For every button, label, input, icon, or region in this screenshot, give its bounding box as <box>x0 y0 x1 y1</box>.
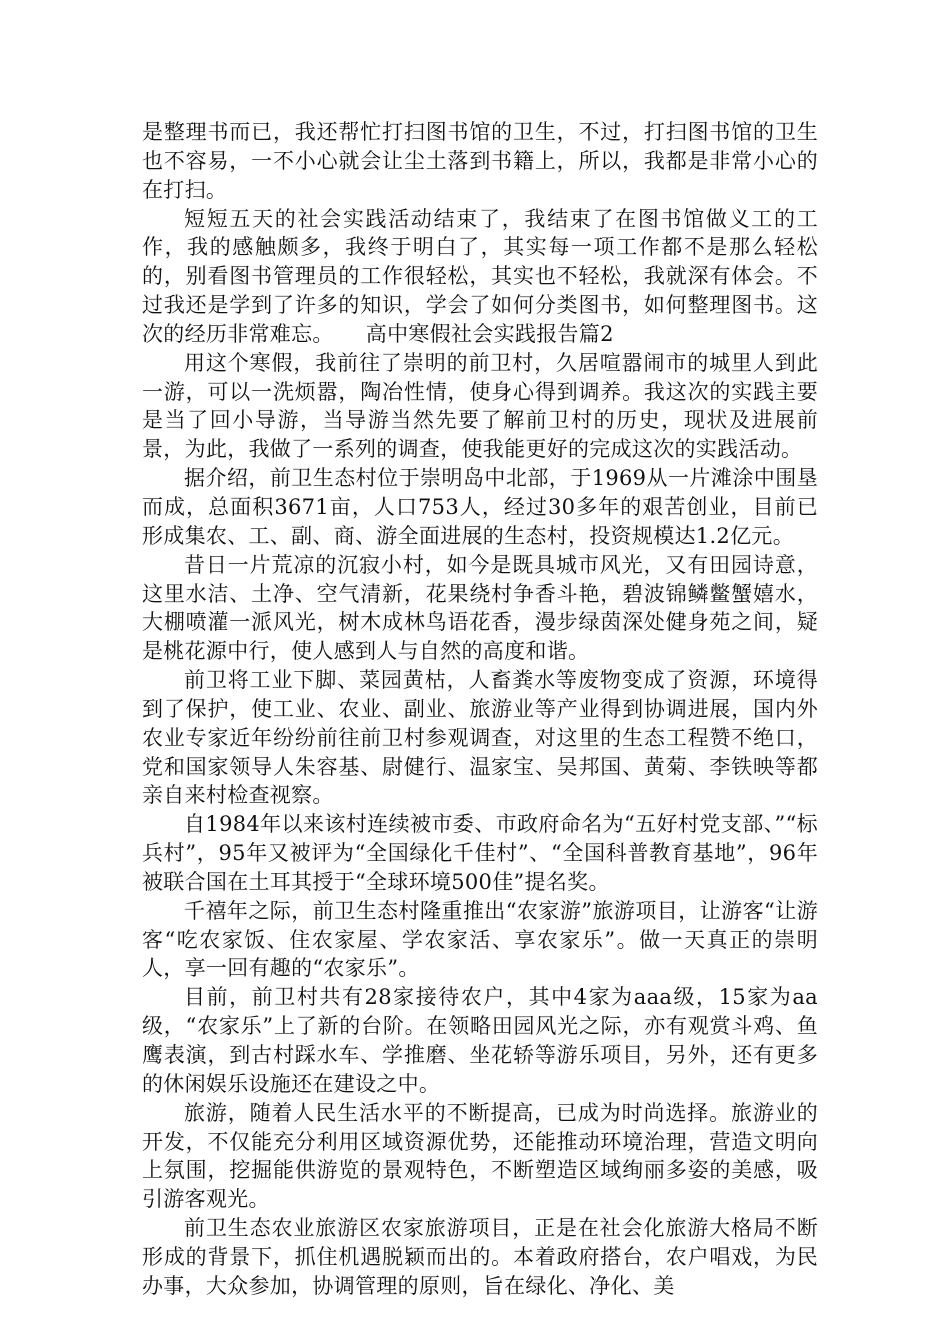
paragraph: 用这个寒假，我前往了崇明的前卫村，久居喧嚣闹市的城里人到此一游，可以一洗烦嚣，陶冶性情，使身心得到调养。我这次的实践主要是当了回小导游，当导游当然先要了解前卫村的历史，现状及进展前景，为此，我做了一系列的调查，使我能更好的完成这次的实践活动。 <box>142 350 818 462</box>
paragraph: 目前，前卫村共有28家接待农户，其中4家为aaa级，15家为aa级，“农家乐”上了新的台阶。在领略田园风光之际，亦有观赏斗鸡、鱼鹰表演，到古村踩水车、学推磨、坐花轿等游乐项目，另外，还有更多的休闲娱乐设施还在建设之中。 <box>142 985 818 1096</box>
paragraph: 昔日一片荒凉的沉寂小村，如今是既具城市风光，又有田园诗意，这里水洁、土净、空气清新，花果绕村争香斗艳，碧波锦鳞鳖蟹嬉水，大棚喷灌一派风光，树木成林鸟语花香，漫步绿茵深处健身苑之间，疑是桃花源中行，使人感到人与自然的高度和谐。 <box>142 552 818 664</box>
document-body <box>142 118 818 1301</box>
paragraph: 前卫将工业下脚、菜园黄枯，人畜粪水等废物变成了资源，环境得到了保护，使工业、农业、副业、旅游业等产业得到协调进展，国内外农业专家近年纷纷前往前卫村参观调查，对这里的生态工程赞不绝口，党和国家领导人朱容基、尉健行、温家宝、吴邦国、黄菊、李铁映等都亲自来村检查视察。 <box>142 668 818 808</box>
paragraph: 短短五天的社会实践活动结束了，我结束了在图书馆做义工的工作，我的感触颇多，我终于明白了，其实每一项工作都不是那么轻松的，别看图书管理员的工作很轻松，其实也不轻松，我就深有体会。不过我还是学到了许多的知识，学会了如何分类图书，如何整理图书。这次的经历非常难忘。 高中寒假社会实践报告篇2 <box>142 206 818 346</box>
paragraph: 自1984年以来该村连续被市委、市政府命名为“五好村党支部、”“标兵村”，95年又被评为“全国绿化千佳村”、“全国科普教育基地”，96年被联合国在土耳其授于“全球环境500佳”提名奖。 <box>142 812 818 894</box>
paragraph: 据介绍，前卫生态村位于崇明岛中北部，于1969从一片滩涂中围垦而成，总面积3671亩，人口753人，经过30多年的艰苦创业，目前已形成集农、工、副、商、游全面进展的生态村，投资规模达1.2亿元。 <box>142 466 818 548</box>
paragraph: 是整理书而已，我还帮忙打扫图书馆的卫生，不过，打扫图书馆的卫生也不容易，一不小心就会让尘土落到书籍上，所以，我都是非常小心的在打扫。 <box>142 120 818 202</box>
paragraph: 千禧年之际，前卫生态村隆重推出“农家游”旅游项目，让游客“让游客“吃农家饭、住农家屋、学农家活、享农家乐”。做一天真正的崇明人，享一回有趣的“农家乐”。 <box>142 898 818 981</box>
paragraph: 旅游，随着人民生活水平的不断提高，已成为时尚选择。旅游业的开发，不仅能充分利用区域资源优势，还能推动环境治理，营造文明向上氛围，挖掘能供游览的景观特色，不断塑造区域绚丽多姿的美感，吸引游客观光。 <box>142 1100 818 1212</box>
paragraph: 前卫生态农业旅游区农家旅游项目，正是在社会化旅游大格局不断形成的背景下，抓住机遇脱颖而出的。本着政府搭台，农户唱戏，为民办事，大众参加，协调管理的原则，旨在绿化、净化、美 <box>142 1216 818 1298</box>
